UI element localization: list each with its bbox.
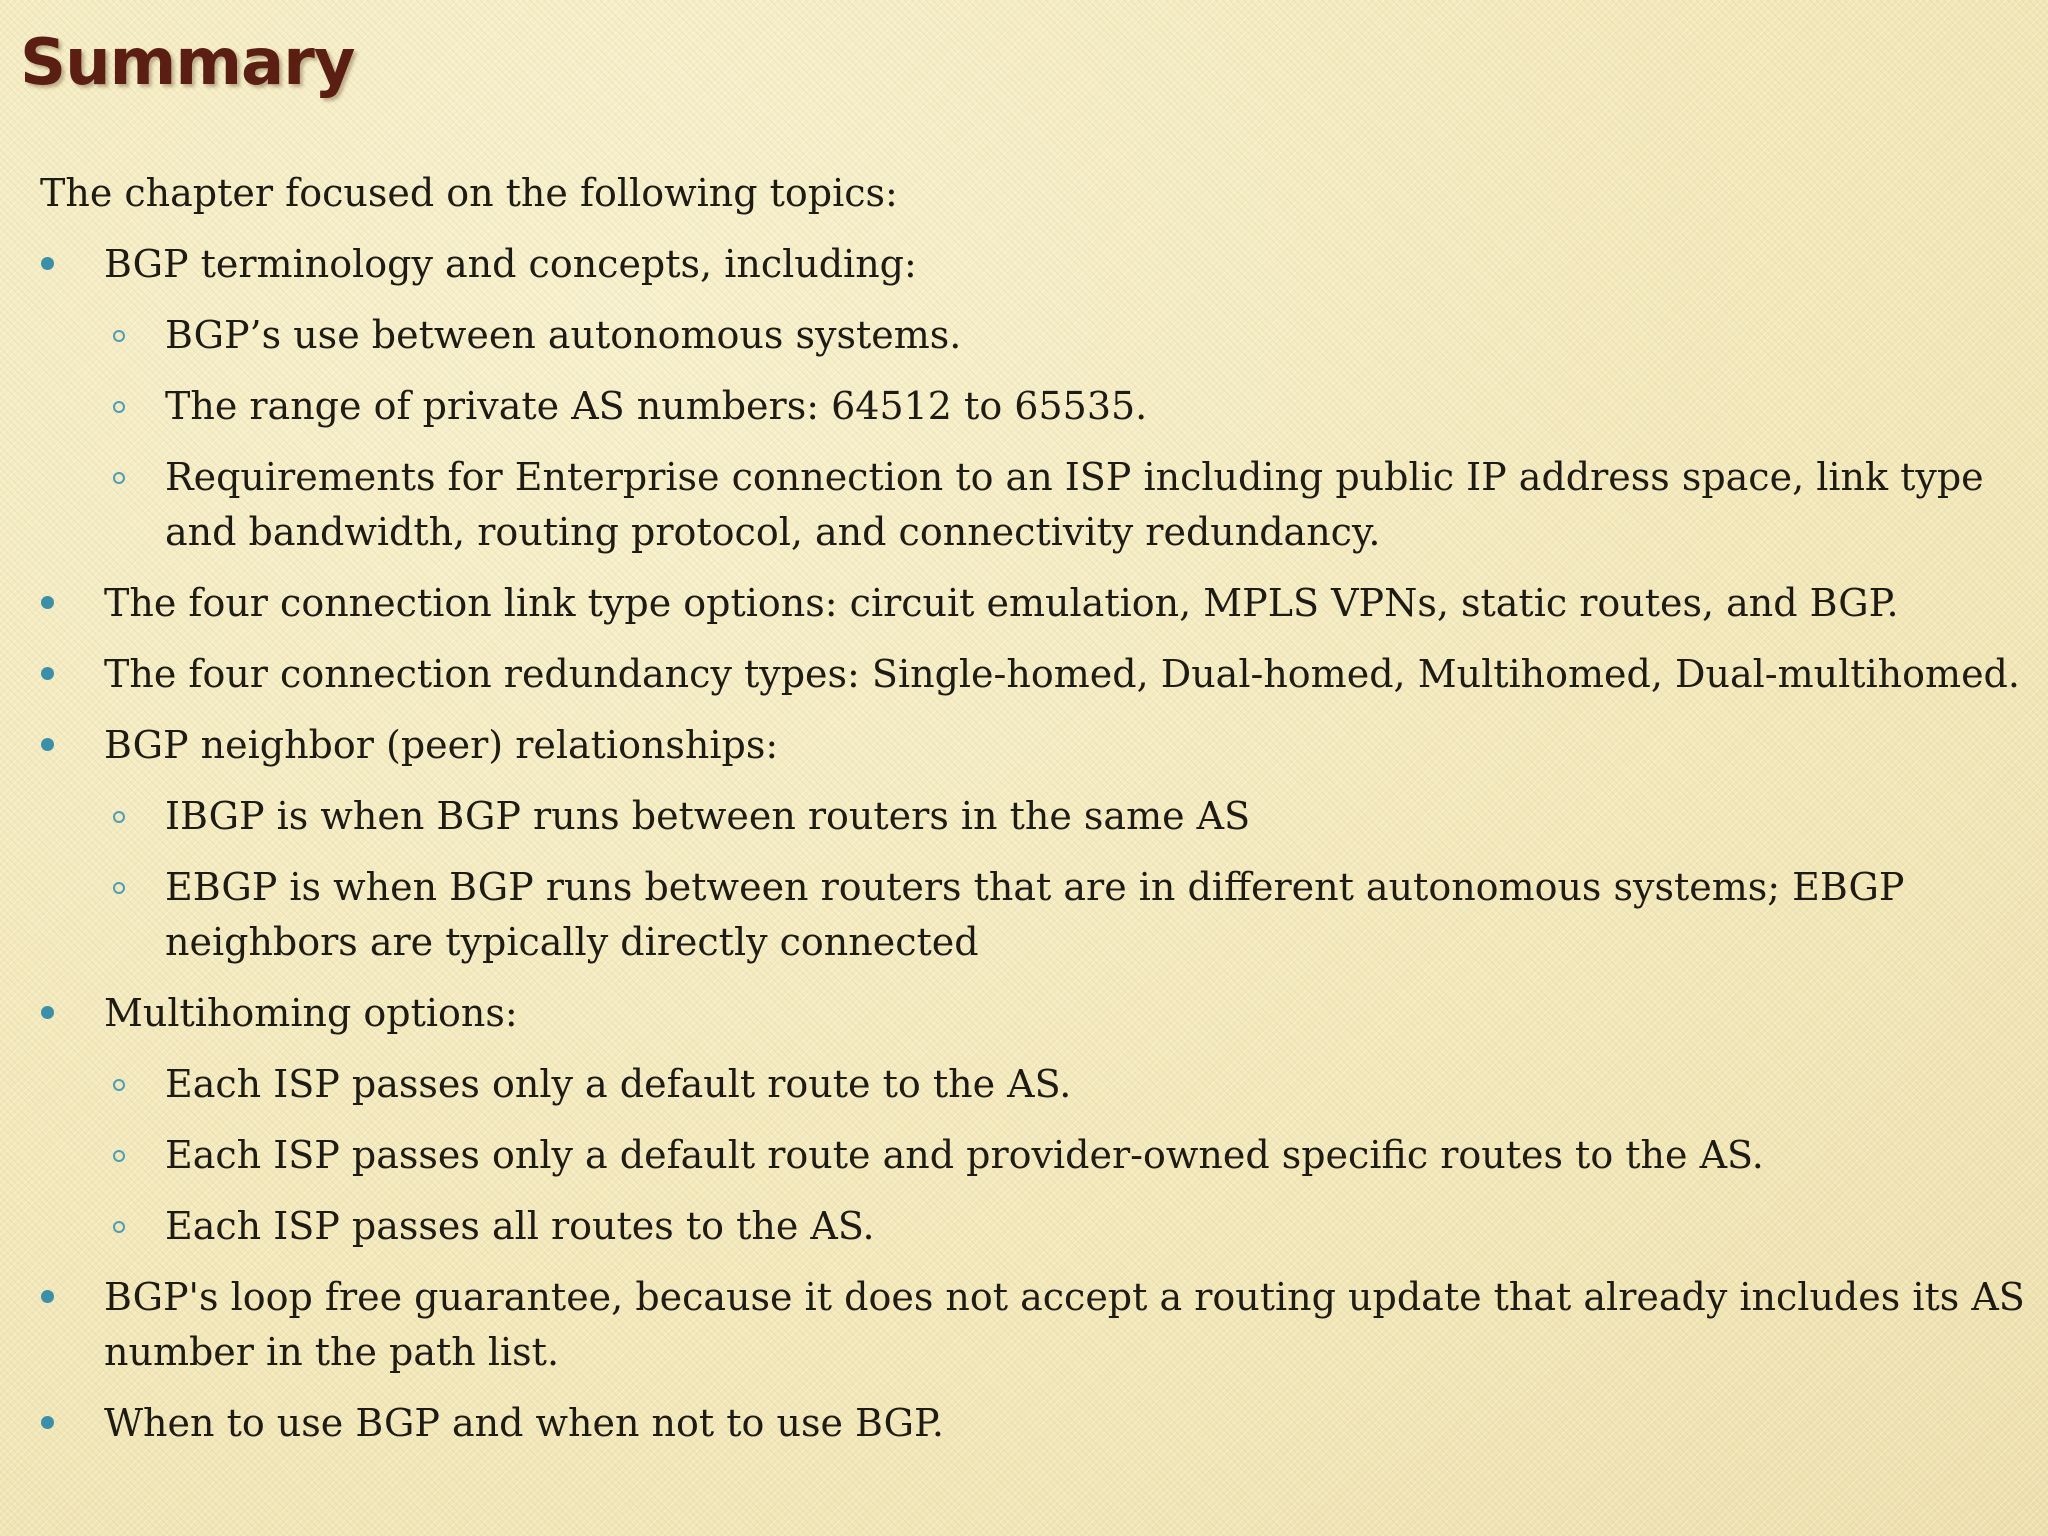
sub-bullet-circle-icon — [113, 1079, 125, 1091]
sub-bullet-text: IBGP is when BGP runs between routers in the same AS — [165, 794, 1251, 838]
sub-bullet-item — [40, 308, 2030, 363]
bullet-item — [40, 237, 2030, 292]
bullet-item — [40, 647, 2030, 702]
sub-bullet-circle-icon — [113, 1150, 125, 1162]
bullet-text: BGP terminology and concepts, including: — [104, 242, 917, 286]
bullet-item — [40, 1270, 2030, 1380]
slide-title: Summary — [20, 26, 355, 100]
sub-bullet-circle-icon — [113, 882, 125, 894]
sub-bullet-circle-icon — [113, 401, 125, 413]
sub-bullet-item — [40, 1057, 2030, 1112]
sub-bullet-circle-icon — [113, 1221, 125, 1233]
sub-bullet-item — [40, 379, 2030, 434]
bullet-dot-icon — [41, 1416, 54, 1429]
slide-body — [40, 166, 2030, 1467]
bullet-item — [40, 986, 2030, 1041]
bullet-item — [40, 718, 2030, 773]
sub-bullet-text: Requirements for Enterprise connection to an ISP including public IP address space, link type and bandwidth, routing protocol, and connectivity redundancy. — [165, 455, 1984, 554]
bullet-text: Multihoming options: — [104, 991, 518, 1035]
bullet-item — [40, 1396, 2030, 1451]
sub-bullet-item — [40, 450, 2030, 560]
bullet-text: The four connection link type options: circuit emulation, MPLS VPNs, static routes, and BGP. — [104, 581, 1899, 625]
sub-bullet-item — [40, 1128, 2030, 1183]
sub-bullet-text: BGP’s use between autonomous systems. — [165, 313, 962, 357]
bullet-text: BGP's loop free guarantee, because it does not accept a routing update that already includes its AS number in the path list. — [104, 1275, 2025, 1374]
sub-bullet-text: Each ISP passes all routes to the AS. — [165, 1204, 875, 1248]
bullet-text: BGP neighbor (peer) relationships: — [104, 723, 779, 767]
bullet-text: When to use BGP and when not to use BGP. — [104, 1401, 944, 1445]
sub-bullet-item — [40, 1199, 2030, 1254]
sub-bullet-circle-icon — [113, 330, 125, 342]
sub-bullet-text: Each ISP passes only a default route and provider-owned specific routes to the AS. — [165, 1133, 1764, 1177]
bullet-dot-icon — [41, 738, 54, 751]
sub-bullet-item — [40, 789, 2030, 844]
sub-bullet-text: EBGP is when BGP runs between routers that are in different autonomous systems; EBGP neighbors are typically directly connected — [165, 865, 1905, 964]
bullet-dot-icon — [41, 257, 54, 270]
sub-bullet-circle-icon — [113, 811, 125, 823]
bullet-dot-icon — [41, 667, 54, 680]
sub-bullet-text: The range of private AS numbers: 64512 to 65535. — [165, 384, 1148, 428]
sub-bullet-item — [40, 860, 2030, 970]
sub-bullet-text: Each ISP passes only a default route to the AS. — [165, 1062, 1072, 1106]
sub-bullet-circle-icon — [113, 472, 125, 484]
bullet-dot-icon — [41, 596, 54, 609]
bullet-item — [40, 576, 2030, 631]
intro-text: The chapter focused on the following topics: — [40, 171, 898, 215]
bullet-dot-icon — [41, 1006, 54, 1019]
bullet-dot-icon — [41, 1290, 54, 1303]
bullet-text: The four connection redundancy types: Single-homed, Dual-homed, Multihomed, Dual-multihomed. — [104, 652, 2020, 696]
